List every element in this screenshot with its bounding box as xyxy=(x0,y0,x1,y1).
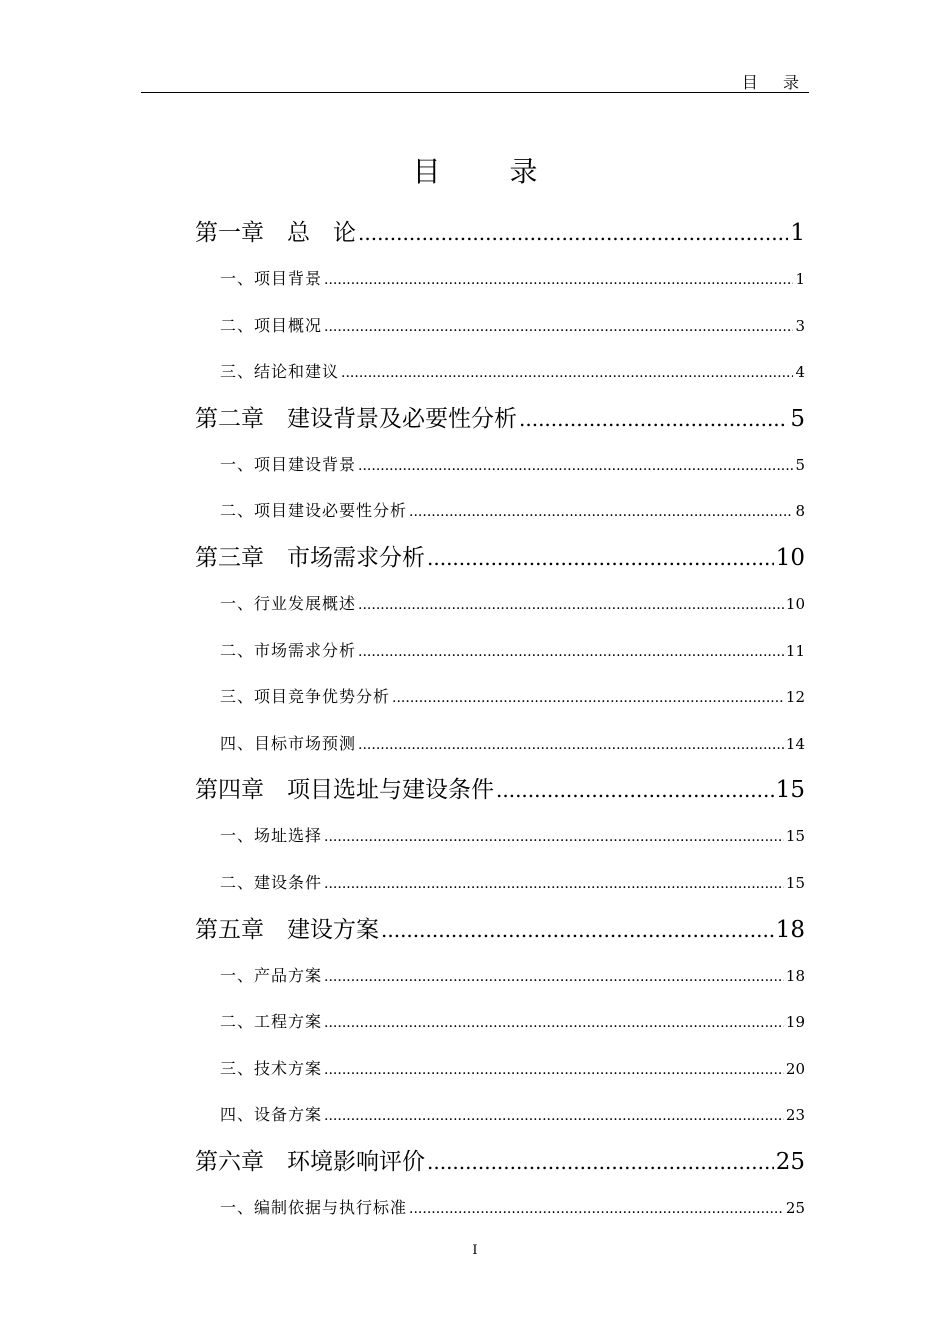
toc-dot-leader xyxy=(427,1139,774,1185)
toc-entry-label: 第二章 建设背景及必要性分析 xyxy=(195,405,517,432)
page-number: I xyxy=(472,1243,478,1258)
toc-entry-page: 3 xyxy=(795,316,805,335)
toc-entry-page: 1 xyxy=(795,270,805,288)
toc-dot-leader xyxy=(358,629,784,676)
toc-dot-leader xyxy=(358,443,793,490)
toc-entry-label: 二、工程方案 xyxy=(220,1012,323,1032)
toc-entry-page: 18 xyxy=(775,916,805,943)
toc-entry-label: 二、市场需求分析 xyxy=(220,640,357,660)
toc-dot-leader xyxy=(496,767,774,813)
toc-chapter-entry[interactable] xyxy=(195,396,805,442)
toc-section-entry[interactable] xyxy=(195,953,805,1000)
toc-entry-page: 25 xyxy=(785,1198,805,1217)
toc-section-entry[interactable] xyxy=(195,1046,805,1093)
toc-entry-page: 4 xyxy=(795,363,805,382)
toc-entry-page: 15 xyxy=(785,827,805,846)
toc-entry-label: 四、设备方案 xyxy=(220,1105,323,1125)
toc-entry-label: 三、结论和建议 xyxy=(220,362,340,382)
running-header: 目 录 xyxy=(741,73,809,92)
toc-entry-page: 15 xyxy=(775,777,805,804)
toc-entry-label: 第三章 市场需求分析 xyxy=(195,544,425,571)
toc-chapter-entry[interactable] xyxy=(195,907,805,953)
toc-section-entry[interactable] xyxy=(195,628,805,675)
toc-entry-label: 一、场址选择 xyxy=(220,826,323,846)
toc-dot-leader xyxy=(381,907,774,953)
toc-section-entry[interactable] xyxy=(195,488,805,535)
toc-entry-label: 第四章 项目选址与建设条件 xyxy=(195,777,494,804)
toc-entry-page: 11 xyxy=(785,641,805,660)
toc-section-entry[interactable] xyxy=(195,860,805,907)
toc-entry-page: 15 xyxy=(785,873,805,892)
toc-entry-label: 一、产品方案 xyxy=(220,965,323,985)
toc-entry-label: 二、项目建设必要性分析 xyxy=(220,501,408,521)
toc-dot-leader xyxy=(324,1047,784,1094)
toc-dot-leader xyxy=(358,582,784,629)
toc-entry-label: 第一章 总 论 xyxy=(195,220,356,246)
toc-entry-page: 10 xyxy=(785,594,805,613)
toc-section-entry[interactable] xyxy=(195,349,805,396)
toc-entry-label: 一、编制依据与执行标准 xyxy=(220,1197,408,1217)
toc-entry-page: 5 xyxy=(795,455,805,474)
toc-entry-label: 第五章 建设方案 xyxy=(195,916,379,943)
toc-dot-leader xyxy=(324,304,793,351)
toc-section-entry[interactable] xyxy=(195,721,805,768)
toc-section-entry[interactable] xyxy=(195,813,805,860)
toc-dot-leader xyxy=(324,1000,784,1047)
toc-dot-leader xyxy=(409,1186,784,1233)
toc-entry-label: 三、技术方案 xyxy=(220,1058,323,1078)
toc-section-entry[interactable] xyxy=(195,1092,805,1139)
toc-entry-label: 一、行业发展概述 xyxy=(220,593,357,613)
toc-entry-page: 12 xyxy=(785,688,805,707)
toc-section-entry[interactable] xyxy=(195,303,805,350)
toc-entry-page: 19 xyxy=(785,1013,805,1032)
toc-dot-leader xyxy=(324,257,793,304)
toc-entry-page: 18 xyxy=(785,966,805,985)
toc-entry-page: 25 xyxy=(775,1148,805,1175)
toc-dot-leader xyxy=(324,861,784,908)
toc-dot-leader xyxy=(324,1093,784,1140)
toc-section-entry[interactable] xyxy=(195,674,805,721)
toc-entry-label: 二、项目概况 xyxy=(220,315,323,335)
toc-section-entry[interactable] xyxy=(195,1185,805,1232)
toc-entry-page: 5 xyxy=(790,405,805,432)
toc-entry-label: 三、项目竞争优势分析 xyxy=(220,687,391,707)
toc-dot-leader xyxy=(427,535,774,581)
toc-chapter-entry[interactable] xyxy=(195,210,805,256)
toc-dot-leader xyxy=(324,954,784,1001)
toc-entry-page: 20 xyxy=(785,1059,805,1078)
toc-dot-leader xyxy=(324,814,784,861)
toc-entry-page: 23 xyxy=(785,1106,805,1125)
header-divider xyxy=(141,92,809,93)
page-title: 目 录 xyxy=(412,155,568,188)
toc-chapter-entry[interactable] xyxy=(195,535,805,581)
toc-entry-label: 一、项目背景 xyxy=(220,269,323,288)
toc-entry-page: 14 xyxy=(785,734,805,753)
toc-entry-label: 一、项目建设背景 xyxy=(220,454,357,474)
toc-entry-page: 10 xyxy=(775,544,805,571)
toc-chapter-entry[interactable] xyxy=(195,1139,805,1185)
toc-entry-label: 四、目标市场预测 xyxy=(220,733,357,753)
toc-dot-leader xyxy=(519,396,788,442)
toc-entry-label: 二、建设条件 xyxy=(220,872,323,892)
toc-dot-leader xyxy=(358,722,784,769)
toc-section-entry[interactable] xyxy=(195,256,805,303)
toc-dot-leader xyxy=(409,489,793,536)
toc-chapter-entry[interactable] xyxy=(195,767,805,813)
toc-section-entry[interactable] xyxy=(195,442,805,489)
table-of-contents xyxy=(195,210,805,1232)
toc-dot-leader xyxy=(392,675,784,722)
toc-dot-leader xyxy=(358,210,788,256)
toc-section-entry[interactable] xyxy=(195,581,805,628)
toc-entry-page: 1 xyxy=(790,220,805,246)
toc-entry-page: 8 xyxy=(795,502,805,521)
toc-section-entry[interactable] xyxy=(195,999,805,1046)
toc-dot-leader xyxy=(341,350,793,397)
toc-entry-label: 第六章 环境影响评价 xyxy=(195,1148,425,1175)
